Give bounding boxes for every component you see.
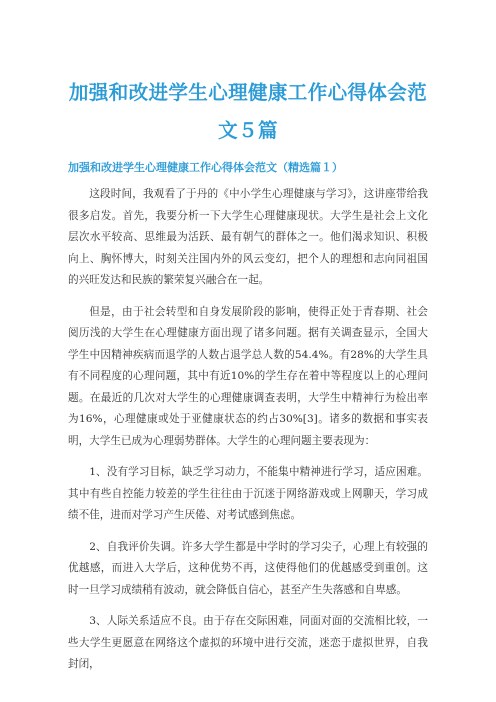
section-heading: 加强和改进学生心理健康工作心得体会范文（精选篇１） xyxy=(68,161,343,174)
paragraph-item-1: 1、没有学习目标，缺乏学习动力，不能集中精神进行学习，适应困难。其中有些自控能力较差的学生往往由于沉迷于网络游戏或上网聊天，学习成绩不佳，进而对学习产生厌倦、对考试感到焦虑。 xyxy=(68,466,428,521)
document-title xyxy=(68,74,428,150)
document-title-line-1: 加强和改进学生心理健康工作心得体会范 xyxy=(68,81,428,104)
paragraph-item-3: 3、人际关系适应不良。由于存在交际困难，同面对面的交流相比较，一些大学生更愿意在网络这个虚拟的环境中进行交流，迷恋于虚拟世界，自我封闭， xyxy=(68,615,428,670)
paragraph-item-2: 2、自我评价失调。许多大学生都是中学时的学习尖子，心理上有较强的优越感，而进入大学后，这种优势不再，这使得他们的优越感受到重创。这时一旦学习成绩稍有波动，就会降低自信心，甚至产生失落感和自卑感。 xyxy=(68,540,428,596)
document-title-line-2: 文５篇 xyxy=(218,119,278,142)
paragraph-problems: 但是，由于社会转型和自身发展阶段的影响，使得正处于青春期、社会阅历浅的大学生在心理健康方面出现了诸多问题。据有关调查显示，全国大学生中因精神疾病而退学的人数占退学总人数的54.4%。有28%的大学生具有不同程度的心理问题，其中有近10%的学生存在着中等程度以上的心理问题。在最近的几次对大学生的心理健康调查表明，大学生中精神行为检出率为16%，心理健康或处于亚健康状态的约占30%[3]。诸多的数据和事实表明，大学生已成为心理弱势群体。大学生的心理问题主要表现为： xyxy=(68,305,428,447)
paragraph-intro: 这段时间，我观看了于丹的《中小学生心理健康与学习》，这讲座带给我很多启发。首先，我要分析一下大学生心理健康现状。大学生是社会上文化层次水平较高、思维最为活跃、最有朝气的群体之一。他们渴求知识、积极向上、胸怀博大，时刻关注国内外的风云变幻，把个人的理想和志向同祖国的兴旺发达和民族的繁荣复兴融合在一起。 xyxy=(68,188,428,286)
